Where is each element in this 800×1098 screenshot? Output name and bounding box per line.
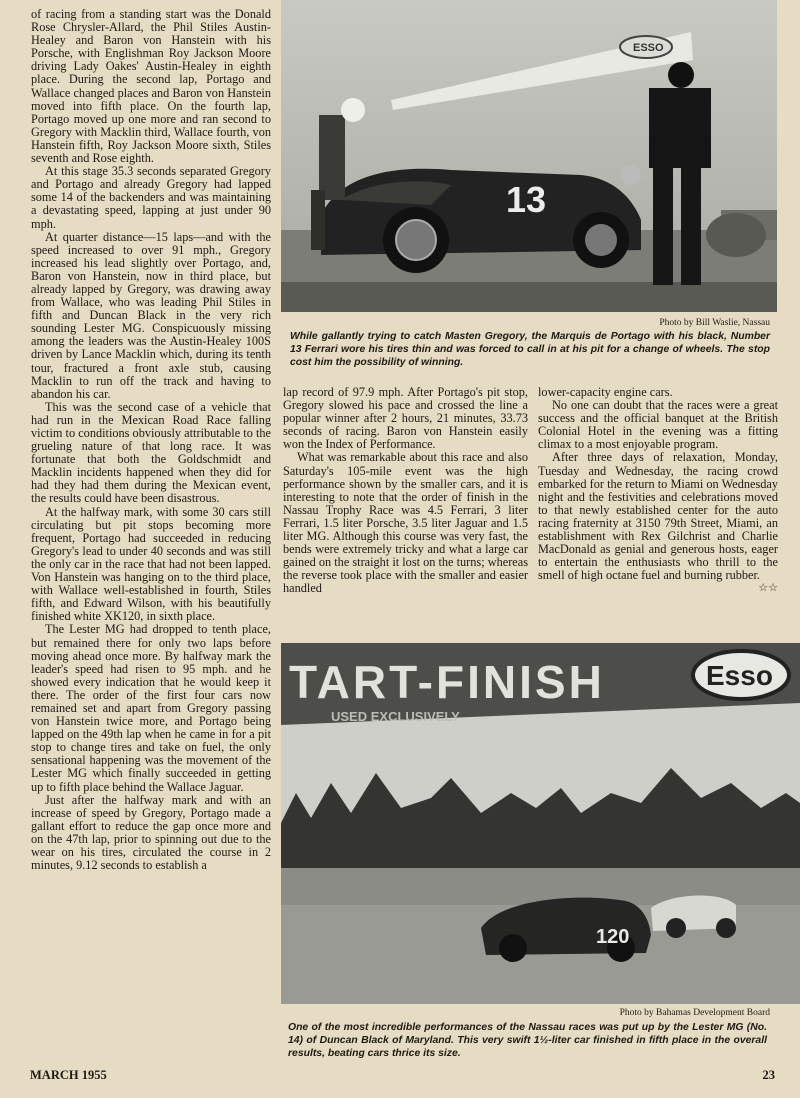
end-mark-icon: ☆☆	[758, 582, 778, 595]
car-number: 13	[506, 179, 547, 220]
page-number: 23	[762, 1068, 775, 1082]
banner-text: TART-FINISH	[289, 656, 605, 708]
paragraph: The Lester MG had dropped to tenth place, but remained there for only two laps before moving ahead once more. By halfway mark the leader's speed had risen to 95 mph. and he showed every indication that he would keep it there. The order of the first four cars now remained set and apart from Gregory passing von Hanstein twice more, and Portago being lapped on the 49th lap when he came in for a pit stop to change tires and take on fuel, the only sensational happening was the movement of the Lester MG which finally succeeded in getting up to fifth place behind the Wallace Jaguar.	[31, 622, 271, 794]
footer-issue-date: MARCH 1955	[30, 1068, 107, 1082]
paragraph: Just after the halfway mark and with an increase of speed by Gregory, Portago made a gallant effort to reduce the gap once more and on the 47th lap, prior to spinning out due to the wear on his tires, circulated the course in 2 minutes, 9.12 seconds to establish a	[31, 792, 271, 873]
paragraph: This was the second case of a vehicle that had run in the Mexican Road Race falling victim to conditions obviously attributable to the grueling nature of that long race. It was fortunate that both the Goldschmidt and Macklin incidents happened when they did for had they had them during the Mexican event, the results could have been disastrous.	[31, 399, 271, 506]
banner-subtext: USED EXCLUSIVELY	[331, 709, 460, 724]
banner-logo-text: ESSO	[633, 42, 664, 54]
paragraph: No one can doubt that the races were a great success and the official banquet at the British Colonial Hotel in the evening was a fitting climax to a most enjoyable program.	[538, 398, 778, 452]
article-column-left	[31, 8, 271, 872]
paragraph-text: After three days of relaxation, Monday, Tuesday and Wednesday, the racing crowd embarked for the return to Miami on Wednesday night and the festivities and celebrations moved to that newly established center for the auto racing fraternity at 3150 79th Street, Miami, an establishment with Rex Gilchrist and Charlie MacDonald as genial and generous hosts, eager to entertain the enthusiasts who thrill to the smell of high octane fuel and burning rubber.	[538, 450, 778, 583]
article-column-middle	[283, 386, 528, 596]
photo-caption: While gallantly trying to catch Masten Gregory, the Marquis de Portago with his black, Number 13 Ferrari wore his tires thin and was forced to call in at his pit for a change of wheels. The stop cost him the possibility of winning.	[290, 331, 770, 369]
photo-ferrari-pit-stop	[281, 0, 777, 312]
paragraph: At this stage 35.3 seconds separated Gregory and Portago and already Gregory had lapped some 14 of the backenders and was maintaining a devastating speed, lapping at just under 90 mph.	[31, 164, 271, 231]
paragraph	[538, 450, 778, 595]
paragraph: At the halfway mark, with some 30 cars still circulating but pit stops becoming more frequent, Portago had succeeded in reducing Gregory's lead to under 40 seconds and was still the only car in the race that had not been lapped. Von Hanstein was hanging on to the third place, with Wallace well-established in fourth, Stiles fifth, and Edward Wilson, with his beautifully finished white XK120, in sixth place.	[31, 504, 271, 624]
esso-logo: Esso	[706, 660, 773, 691]
paragraph: lower-capacity engine cars.	[538, 385, 673, 399]
photo-credit: Photo by Bill Waslie, Nassau	[659, 318, 770, 328]
paragraph: lap record of 97.9 mph. After Portago's pit stop, Gregory slowed his pace and crossed the line a popular winner after 2 hours, 21 minutes, 33.73 seconds of racing. Baron von Hanstein easily won the Index of Performance.	[283, 385, 528, 452]
car-number: 120	[596, 926, 630, 948]
article-column-right	[538, 386, 778, 596]
paragraph: of racing from a standing start was the Donald Rose Chrysler-Allard, the Phil Stiles Austin-Healey and Baron von Hanstein with his Porsche, with Englishman Roy Jackson Moore driving Lady Oakes' Austin-Healey in eighth place. During the second lap, Portago and Wallace changed places and Baron von Hanstein moved into fifth place. On the fourth lap, Portago moved up one more and ran second to Gregory with Macklin third, Wallace fourth, von Hanstein fifth, Roy Jackson Moore sixth, Stiles seventh and Rose eighth.	[31, 7, 271, 166]
photo-lester-mg	[281, 643, 800, 1004]
photo-caption: One of the most incredible performances of the Nassau races was put up by the Lester MG (No. 14) of Duncan Black of Maryland. This very swift 1½-liter car finished in fifth place in the overall results, beating cars thrice its size.	[288, 1022, 767, 1060]
paragraph: What was remarkable about this race and also Saturday's 105-mile event was the high performance shown by the smaller cars, and it is interesting to note that the order of finish in the Nassau Trophy Race was 4.5 Ferrari, 3 liter Ferrari, 1.5 liter Porsche, 3.5 liter Jaguar and 1.5 liter MG. Although this course was very fast, the bends were extremely tricky and what a large car gained on the straight it lost on the turns; whereas the reverse took place with the smaller and easier handled	[283, 450, 528, 596]
paragraph: At quarter distance—15 laps—and with the speed increased to over 91 mph., Gregory increased his lead slightly over Portago, and, Baron von Hanstein, now in third place, but already lapped by Gregory, was drawing away from Wallace, who was leading Phil Stiles in fifth and Duncan Black in the very rich sounding Lester MG. Conspicuously missing among the leaders was the Austin-Healey 100S driven by Lance Macklin which, during its tenth tour, fractured a front axle stub, causing Macklin to run off the track and having to abandon his car.	[31, 229, 271, 401]
photo-credit: Photo by Bahamas Development Board	[619, 1008, 770, 1018]
